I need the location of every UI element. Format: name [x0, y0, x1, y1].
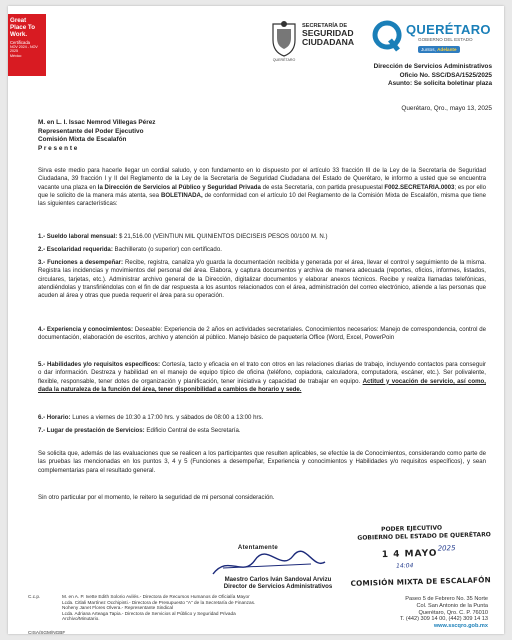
oficio-number: Oficio No. SSC/DSA/1525/2025 [399, 71, 492, 79]
item-schooling [38, 246, 486, 254]
item-label: 2.- Escolaridad requerida: [38, 246, 113, 253]
item-functions [38, 259, 486, 300]
intro-bold-3: BOLETINADA, [161, 191, 203, 199]
queretaro-subtitle: GOBIERNO DEL ESTADO [418, 37, 473, 42]
signer-name: Maestro Carlos Iván Sandoval Arvizu [224, 576, 332, 583]
item-label: 4.- Experiencia y conocimientos: [38, 326, 134, 333]
item-text: Recibe, registra, canaliza y/o guarda la documentación recibida y generada por el área, llevar el control y seguimiento de la misma. Registra las incidencias y movimientos del personal del área. Elabora, y captura documentos y archiva de manera adecuada (reportes, oficios, informes, listados, circulares, tarjetas, etc.). Administrar archivo general de la Dirección, digitalizar documentos y elaborar anexos técnicos. Recibe y realiza llamadas telefónicas, atendiéndolas y transfiriéndolas con el fin de dar respuesta a los asuntos relacionados con el área, administración del correo electrónico, atiende a las personas que acuden al área y otras que pueda requerir el área para su operación. [38, 259, 487, 300]
addressee-org: Comisión Mixta de Escalafón [38, 136, 127, 144]
signer-block [208, 576, 348, 590]
addressee-block [38, 119, 155, 153]
intro-bold-2: F002.SECRETARIA.0003 [384, 183, 455, 191]
stamp-date: 1 4 MAYO [381, 548, 438, 561]
item-text: Lunes a viernes de 10:30 a 17:00 hrs. y sábados de 08:00 a 13:00 hrs. [70, 414, 264, 421]
item-schedule [38, 414, 486, 422]
ssc-line3: CIUDADANA [302, 37, 355, 48]
reception-stamp [347, 523, 499, 601]
subject-line: Asunto: Se solicita boletinar plaza [387, 80, 492, 88]
item-label: 3.- Funciones a desempeñar: [38, 259, 123, 266]
item-location [38, 427, 486, 435]
great-place-to-work-badge [8, 14, 46, 76]
footer-line2: Col. San Antonio de la Punta [416, 602, 488, 609]
ccp-item: Lcda. Adriana Arteaga Tapia.- Directora de Servicios al Público y Seguridad Privada [62, 610, 236, 616]
stamp-line2: GOBIERNO DEL ESTADO DE QUERÉTARO [357, 531, 491, 542]
office-name: Dirección de Servicios Administrativos [373, 63, 492, 70]
document-date: Querétaro, Qro., mayo 13, 2025 [401, 105, 492, 112]
footer-address [400, 596, 488, 630]
queretaro-slogan [418, 46, 460, 53]
footer-website: www.sscqro.gob.mx [433, 623, 488, 630]
item-label: 6.- Horario: [38, 414, 71, 421]
footer-line1: Paseo 5 de Febrero No. 35 Norte [405, 596, 488, 602]
item-text: Edificio Central de esta Secretaría. [144, 427, 241, 434]
item-salary [38, 233, 486, 241]
stamp-year: 2025 [437, 544, 456, 553]
seal-caption: QUERÉTARO [272, 58, 296, 62]
intro-text-4: de conformidad con el artículo 10 del Reglamento de la Comisión Mixta de Escalafón, misma que tiene las siguientes características: [38, 191, 486, 208]
item-label: 7.- Lugar de prestación de Servicios: [38, 427, 145, 434]
item-text: $ 21,516.00 (VEINTIUN MIL QUINIENTOS DIECISEIS PESOS 00/100 M. N.) [117, 233, 328, 240]
closing-regards: Sin otro particular por el momento, le reitero la seguridad de mi personal consideración. [38, 494, 275, 501]
stamp-time: 14:04 [396, 562, 414, 570]
stamp-line3: COMISIÓN MIXTA DE ESCALAFÓN [350, 575, 491, 588]
atentamente-label: Atentamente [237, 544, 279, 551]
ssc-line2: SEGURIDAD [302, 28, 354, 39]
document-header [374, 63, 492, 89]
initials: CISA/SGM/NGBF [28, 630, 66, 634]
item-label: 5.- Habilidades y/o requisitos específicos: [38, 361, 161, 368]
item-skills [38, 361, 486, 394]
presente: P r e s e n t e [38, 144, 78, 152]
item-underlined: Actitud y vocación de servicio, así como, dada la naturaleza de la función del área, tener disponibilidad a cambios de horario y sede. [38, 377, 486, 393]
badge-certified: Certificada [10, 40, 31, 45]
ccp-item: M. en A. P. Ivette Edith Solorio Avilés.- Directora de Recursos Humanos de Oficialía Mayor [62, 594, 250, 599]
intro-paragraph [38, 167, 486, 208]
slogan-b: Adelante [437, 47, 457, 52]
slogan-a: Juntos, [421, 47, 436, 52]
ccp-label: C.c.p. [28, 594, 41, 599]
item-label: 1.- Sueldo laboral mensual: [38, 233, 118, 240]
item-text: Deseable: Experiencia de 2 años en actividades secretariales. Conocimientos necesarios: Manejo de correspondencia, control de documentación, elaboración de escritos, archivo y atención al público. Manejo básico de paquetería Office (Word, Excel, PowerPoin [38, 326, 487, 342]
footer-phone: T. (442) 309 14 00, (442) 309 14 13 [399, 616, 488, 623]
ccp-item: Noheny Janet Flores Olvera.- Representante Sindical [62, 605, 173, 611]
badge-country: México [10, 53, 22, 58]
ccp-list [62, 594, 302, 622]
item-text: Cortesía, tacto y eficacia en el trato con otros en las relaciones diarias de trabajo, incluyendo contactos para conseguir o dar información. Destreza y habilidad en el manejo de equipo típico de oficina (teléfono, copiadora, calculadora, computadora, escáner, etc.). Ser polivalente, flexible, responsable, tener dotes de organización y planificación, tener iniciativa y capacidad de trabajar en equipo. [38, 361, 486, 385]
intro-text-3: ; es por ello que le solicito de la manera más atenta, sea [38, 183, 486, 199]
item-experience [38, 326, 486, 343]
queretaro-wordmark: QUERÉTARO [406, 22, 491, 37]
intro-text-1: Sirva este medio para hacerle llegar un cordial saludo, y con fundamento en lo dispuesto por el artículo 33 fracción III de la Ley de la Secretaría de Seguridad Ciudadana, 39 fracción I y II del Reglamento de la Ley de la Secretaría de Seguridad Ciudadana del Estado de Querétaro, le informo a usted que se encuentra vacante una plaza en [38, 167, 486, 191]
document-page [8, 6, 504, 634]
addressee-role: Representante del Poder Ejecutivo [38, 127, 144, 135]
intro-text-2: de esta Secretaría, con partida presupuestal [260, 183, 385, 191]
ssc-line1: SECRETARÍA DE [302, 23, 348, 29]
footer-line3: Querétaro, Qro. C. P. 76010 [418, 609, 488, 616]
signer-title: Director de Servicios Administrativos [223, 583, 333, 591]
queretaro-logo-icon [372, 20, 402, 54]
item-text: Bachillerato (o superior) con certificado. [112, 246, 222, 253]
ccp-item: Archivo/Minutario. [62, 616, 100, 622]
ccp-item: Lcda. Citlali Martínez Occhipinti.- Directora de Presupuesto "A" de la Secretaría de Finanzas. [62, 599, 256, 605]
addressee-name: M. en L. I. Issac Nemrod Villegas Pérez [38, 119, 156, 126]
intro-bold-1: la Dirección de Servicios al Público y Seguridad Privada [97, 183, 261, 191]
badge-period: NOV 2024 - NOV 2025 [10, 45, 38, 54]
stamp-line1: PODER EJECUTIVO [381, 524, 443, 534]
badge-title: Great Place To Work. [10, 17, 35, 38]
closing-paragraph: Se solicita que, además de las evaluaciones que se realicen a los participantes que resulten aplicables, se efectúe la de Conocimientos, considerando como parte de las pruebas las mencionadas en los puntos 3, 4 y 5 (Funciones a desempeñar, Experiencia y conocimientos y Habilidades y/o requisitos específicos), y sean complementarias para el resultado general. [38, 450, 486, 474]
ssc-logo-text [302, 23, 364, 47]
state-seal-icon [270, 20, 298, 58]
